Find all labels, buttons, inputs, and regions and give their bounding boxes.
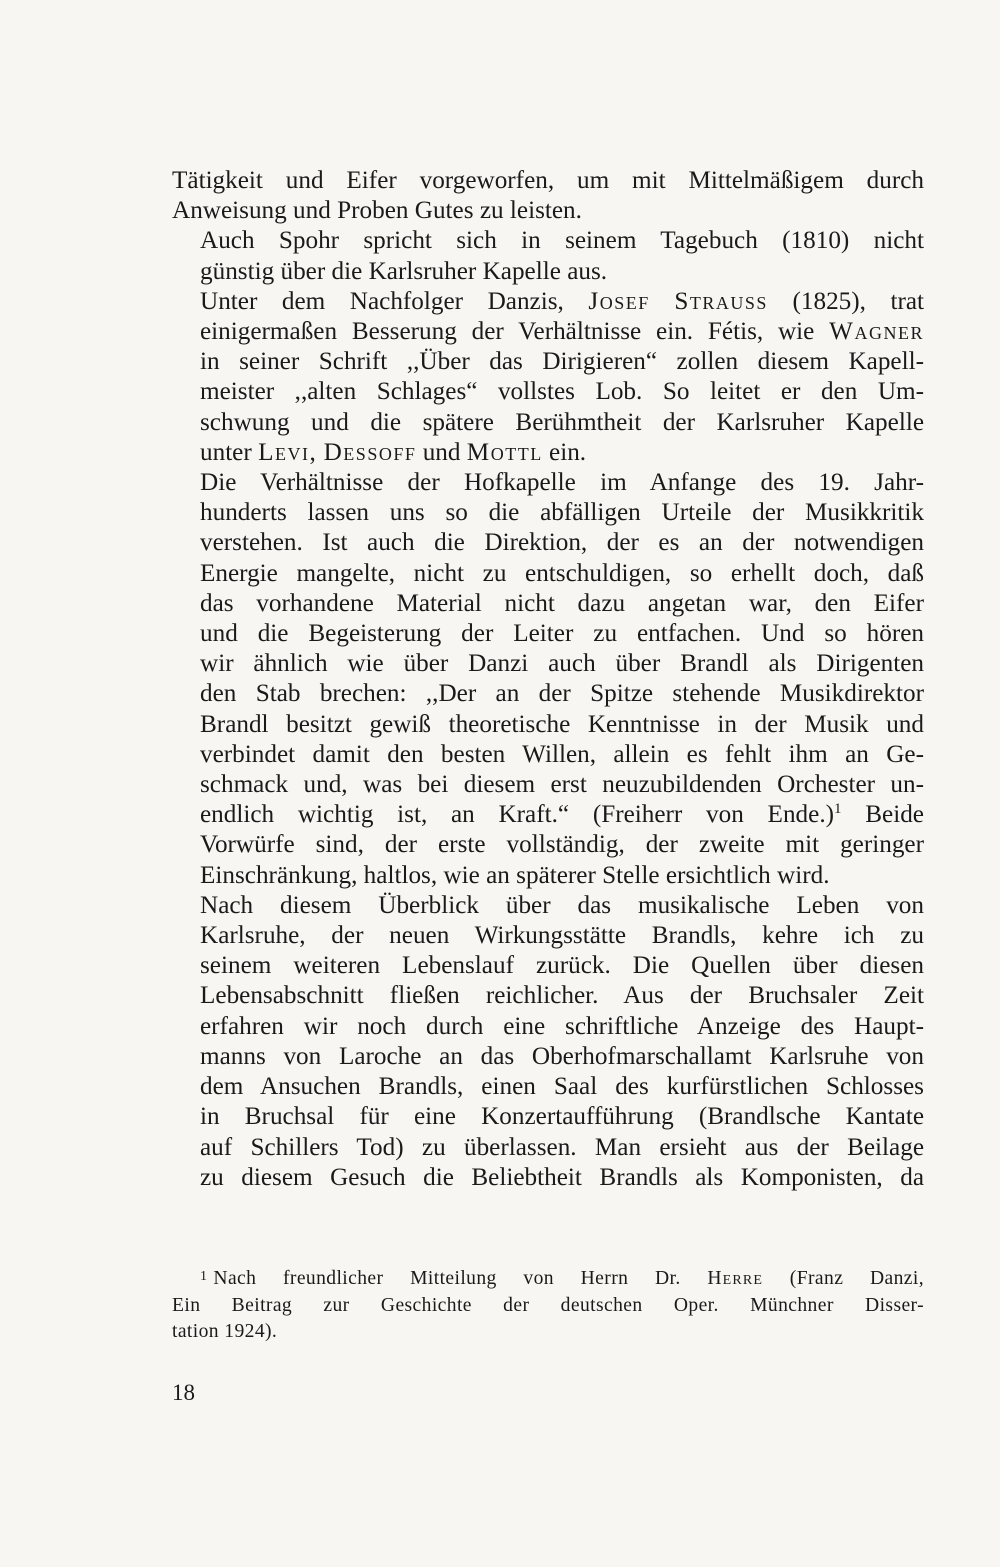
text-line: verbindet damit den besten Willen, allein es fehlt ihm an Ge- [200,740,924,768]
text-line: verstehen. Ist auch die Direktion, der es an der notwendigen [200,529,924,557]
text-line: hunderts lassen uns so die abfälligen Urteile der Musikkritik [200,499,924,527]
person-name: Herre [707,1268,764,1289]
text-run: (Franz Danzi, [789,1268,924,1289]
text-line [172,317,924,347]
text-line: Nach diesem Überblick über das musikalische Leben von [200,891,924,919]
text-line: schwung und die spätere Berühmtheit der Karlsruher Kapelle [200,408,924,436]
text-line: und die Begeisterung der Leiter zu entfachen. Und so hören [200,620,924,648]
text-line: Anweisung und Proben Gutes zu leisten. [172,197,582,225]
main-text-block [172,166,924,1193]
footnote-line: Ein Beitrag zur Geschichte der deutschen Oper. Münchner Disser- [172,1294,924,1316]
footnote [172,1264,924,1346]
text-line: erfahren wir noch durch eine schriftliche Anzeige des Haupt- [200,1012,924,1040]
text-line: in seiner Schrift ,,Über das Dirigieren“ zollen diesem Kapell- [200,348,924,376]
paragraph-5 [172,891,924,1193]
text-line: in Bruchsal für eine Konzertaufführung (Brandlsche Kantate [200,1103,924,1131]
person-name: Dessoff [323,438,417,466]
text-run: Unter dem Nachfolger Danzis, [200,287,564,315]
text-line: seinem weiteren Lebenslauf zurück. Die Quellen über diesen [200,952,924,980]
person-name: Josef [588,287,650,315]
page-number: 18 [172,1380,195,1405]
text-line: schmack und, was bei diesem erst neuzubildenden Orchester un- [200,771,924,799]
text-run: ein. [549,438,587,466]
text-line: Die Verhältnisse der Hofkapelle im Anfange des 19. Jahr- [200,469,924,497]
footnote-reference: 1 [834,801,842,818]
person-name: Mottl [466,438,543,466]
text-line: Vorwürfe sind, der erste vollständig, der zweite mit geringer [200,831,924,859]
text-line [172,800,924,830]
text-line: Tätigkeit und Eifer vorgeworfen, um mit Mittelmäßigem durch [172,167,924,194]
footnote-line [172,1264,924,1293]
text-run: Beide [841,801,924,829]
text-line: meister ,,alten Schlages“ vollstes Lob. So leitet er den Um- [200,378,924,406]
text-run: und [422,438,461,466]
paragraph-1 [172,166,924,226]
paragraph-2 [172,226,924,286]
person-name: Wagner [829,318,925,346]
text-line: dem Ansuchen Brandls, einen Saal des kurfürstlichen Schlosses [200,1073,924,1101]
footnote-marker: 1 [200,1269,208,1284]
text-line: günstig über die Karlsruher Kapelle aus. [200,257,608,285]
text-run: endlich wichtig ist, an Kraft.“ (Freiherr von Ende.) [200,801,834,829]
paragraph-3 [172,287,924,468]
person-name: Levi, [258,438,318,466]
text-line [172,438,924,468]
text-line: wir ähnlich wie über Danzi auch über Brandl als Dirigenten [200,650,924,678]
text-run: Nach freundlicher Mitteilung von Herrn Dr. [213,1268,681,1289]
text-line: zu diesem Gesuch die Beliebtheit Brandls als Komponisten, da [200,1163,924,1191]
text-line: Brandl besitzt gewiß theoretische Kenntnisse in der Musik und [200,710,924,738]
text-line: Lebensabschnitt fließen reichlicher. Aus der Bruchsaler Zeit [200,982,924,1010]
text-line: den Stab brechen: ,,Der an der Spitze stehende Musikdirektor [200,680,924,708]
text-line [172,287,924,317]
person-name: Strauss [674,287,768,315]
text-line: das vorhandene Material nicht dazu angetan war, den Eifer [200,589,924,617]
text-line: Einschränkung, haltlos, wie an späterer Stelle ersichtlich wird. [200,861,830,889]
text-line: Energie mangelte, nicht zu entschuldigen, so erhellt doch, daß [200,559,924,587]
text-run: einigermaßen Besserung der Verhältnisse ein. Fétis, wie [200,318,815,346]
text-run: (1825), trat [792,287,925,315]
text-line: auf Schillers Tod) zu überlassen. Man ersieht aus der Beilage [200,1133,924,1161]
text-line: manns von Laroche an das Oberhofmarschallamt Karlsruhe von [200,1042,924,1070]
text-line: Karlsruhe, der neuen Wirkungsstätte Brandls, kehre ich zu [200,922,924,950]
text-run: unter [200,438,252,466]
paragraph-4 [172,468,924,891]
text-line: Auch Spohr spricht sich in seinem Tagebuch (1810) nicht [200,227,924,255]
footnote-line: tation 1924). [172,1321,278,1342]
